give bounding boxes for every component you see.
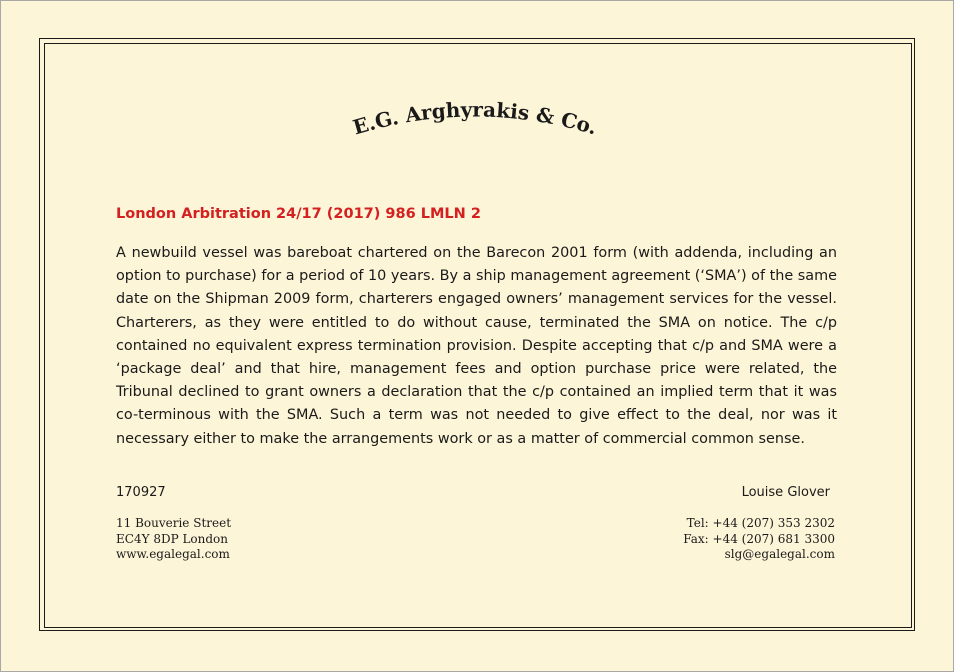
case-summary: A newbuild vessel was bareboat chartered on the Barecon 2001 form (with addenda, including an option to purchase) for a period of 10 years. By a ship management agreement (‘SMA’) of the same date on the Shipman 2009 form, charterers engaged owners’ management services for the vessel. Charterers, as they were entitled to do without cause, terminated the SMA on notice. The c/p contained no equivalent express termination provision. Despite accepting that c/p and SMA were a ‘package deal’ and that hire, management fees and option purchase price were related, the Tribunal declined to grant owners a declaration that the c/p contained an implied term that it was co-terminous with the SMA. Such a term was not needed to give effect to the deal, nor was it necessary either to make the arrangements work or as a matter of commercial common sense.	[116, 245, 837, 447]
firm-address	[116, 516, 231, 563]
address-city: EC4Y 8DP London	[116, 531, 229, 546]
website-link[interactable]: www.egalegal.com	[116, 547, 230, 561]
address-street: 11 Bouverie Street	[116, 516, 232, 530]
firm-name: E.G. Arghyrakis & Co.	[350, 97, 600, 140]
contact-details	[683, 516, 835, 563]
email-link[interactable]: slg@egalegal.com	[724, 547, 835, 561]
svg-text:E.G. Arghyrakis & Co.	[350, 97, 600, 139]
reference-number: 170927	[116, 485, 166, 500]
case-citation: London Arbitration 24/17 (2017) 986 LMLN 2	[116, 206, 481, 222]
telephone: Tel: +44 (207) 353 2302	[686, 516, 835, 530]
firm-logo	[330, 92, 620, 152]
fax: Fax: +44 (207) 681 3300	[683, 531, 835, 546]
author-name: Louise Glover	[741, 485, 830, 500]
